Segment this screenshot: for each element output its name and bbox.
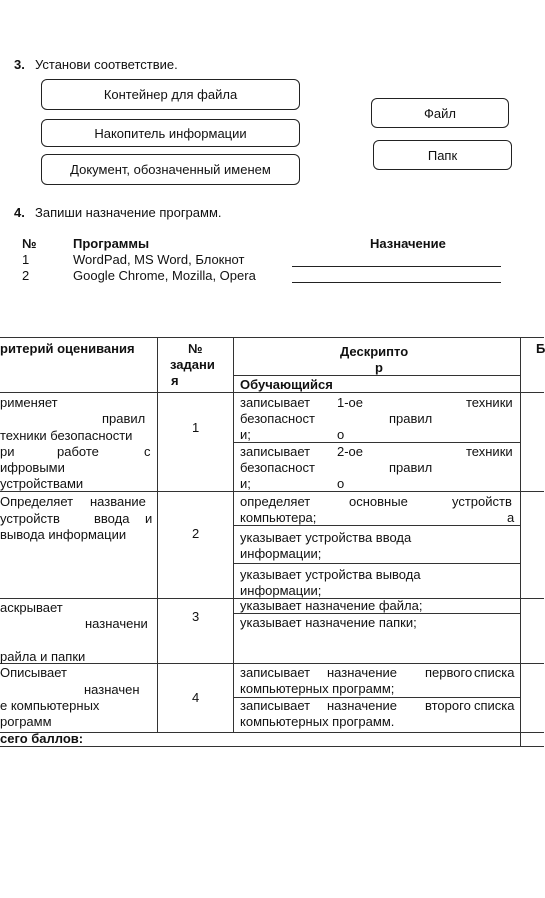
task4-row-2-program: Google Chrome, Mozilla, Opera <box>73 268 256 283</box>
task4-row-1-program: WordPad, MS Word, Блокнот <box>73 252 245 267</box>
criterion-4-line2: назначен <box>84 682 140 697</box>
criterion-1-line4-c: с <box>144 444 151 459</box>
descriptor-8-line2: компьютерных программ; <box>240 681 395 696</box>
task4-header-purpose: Назначение <box>370 236 446 251</box>
match-right-item-1[interactable]: Файл <box>371 98 509 128</box>
task-number-3: 3 <box>192 609 200 624</box>
task-number-1: 1 <box>192 420 200 435</box>
total-score-label: сего баллов: <box>0 731 84 746</box>
match-right-item-2[interactable]: Папк <box>373 140 512 170</box>
task4-number: 4. <box>14 205 25 220</box>
descriptor-9-word-2: назначение <box>327 698 398 713</box>
descriptor-3-word-2: основные <box>349 494 408 509</box>
task4-row-2-num: 2 <box>22 268 30 283</box>
header-descriptor-line2: р <box>375 360 383 375</box>
descriptor-2-word-3: техники <box>466 444 513 459</box>
header-task-num-line3: я <box>171 373 179 388</box>
header-descriptor-line1: Дескрипто <box>340 344 409 359</box>
descriptor-1-word-6: и; <box>240 427 251 442</box>
descriptor-3-word-5: а <box>507 510 515 525</box>
criterion-4-line4: рограмм <box>0 714 52 729</box>
descriptor-1-word-7: о <box>337 427 345 442</box>
descriptor-8-word-4: списка <box>474 665 515 680</box>
header-learner: Обучающийся <box>240 377 333 392</box>
descriptor-9-word-3: второго <box>425 698 471 713</box>
criterion-1-line2: правил <box>102 411 146 426</box>
criterion-3-line2: назначени <box>85 616 148 631</box>
descriptor-1-word-4: безопасност <box>240 411 315 426</box>
descriptor-8-word-2: назначение <box>327 665 398 680</box>
descriptor-4-line1: указывает устройства ввода <box>240 530 412 545</box>
task-number-4: 4 <box>192 690 200 705</box>
match-left-item-3[interactable]: Документ, обозначенный именем <box>41 154 300 185</box>
descriptor-8-word-3: первого <box>425 665 473 680</box>
header-criterion: ритерий оценивания <box>0 341 135 356</box>
criterion-2-line3: вывода информации <box>0 527 127 542</box>
criterion-3-line1: аскрывает <box>0 600 63 615</box>
table-col-divider-1 <box>157 337 158 732</box>
descriptor-4-line2: информации; <box>240 546 322 561</box>
descriptor-1-word-2: 1-ое <box>337 395 364 410</box>
descriptor-2-word-5: правил <box>389 460 433 475</box>
table-row-sep-2 <box>233 442 520 443</box>
descriptor-3-word-1: определяет <box>240 494 311 509</box>
descriptor-2-word-2: 2-ое <box>337 444 364 459</box>
criterion-1-line5: ифровыми <box>0 460 65 475</box>
descriptor-5-line2: информации; <box>240 583 322 598</box>
criterion-2-line2-b: ввода <box>94 511 130 526</box>
criterion-1-line1: рименяет <box>0 395 58 410</box>
descriptor-7: указывает назначение папки; <box>240 615 417 630</box>
table-row-sep-5 <box>233 563 520 564</box>
header-task-num-line2: задани <box>170 357 215 372</box>
task4-title: Запиши назначение программ. <box>35 205 222 220</box>
criterion-2-line2-a: устройств <box>0 511 60 526</box>
criterion-3-line3: райла и папки <box>0 649 86 664</box>
descriptor-2-word-4: безопасност <box>240 460 315 475</box>
task4-row-1-num: 1 <box>22 252 30 267</box>
descriptor-1-word-1: записывает <box>240 395 311 410</box>
task4-header-programs: Программы <box>73 236 150 251</box>
criterion-2-line1-b: название <box>90 494 146 509</box>
task3-number: 3. <box>14 57 25 72</box>
table-col-divider-3 <box>520 337 521 747</box>
task4-row-2-answer-line[interactable] <box>292 282 501 283</box>
descriptor-2-word-7: о <box>337 476 345 491</box>
task4-row-1-answer-line[interactable] <box>292 266 501 267</box>
descriptor-3-word-4: компьютера; <box>240 510 317 525</box>
criterion-4-line3: е компьютерных <box>0 698 100 713</box>
match-left-item-2[interactable]: Накопитель информации <box>41 119 300 147</box>
criterion-1-line4-b: работе <box>57 444 99 459</box>
criterion-4-line1: Описывает <box>0 665 67 680</box>
criterion-1-line4-a: ри <box>0 444 15 459</box>
descriptor-5-line1: указывает устройства вывода <box>240 567 421 582</box>
descriptor-6: указывает назначение файла; <box>240 598 423 613</box>
descriptor-3-word-3: устройств <box>452 494 512 509</box>
descriptor-1-word-5: правил <box>389 411 433 426</box>
task3-title: Установи соответствие. <box>35 57 178 72</box>
criterion-1-line6: устройствами <box>0 476 84 491</box>
descriptor-2-word-6: и; <box>240 476 251 491</box>
criterion-2-line1-a: Определяет <box>0 494 74 509</box>
descriptor-8-word-1: записывает <box>240 665 311 680</box>
task-number-2: 2 <box>192 526 200 541</box>
header-score-cut: Б <box>536 341 545 356</box>
table-col-divider-2 <box>233 337 234 732</box>
descriptor-2-word-1: записывает <box>240 444 311 459</box>
descriptor-9-word-1: записывает <box>240 698 311 713</box>
match-left-item-1[interactable]: Контейнер для файла <box>41 79 300 110</box>
criterion-2-line2-c: и <box>145 511 153 526</box>
descriptor-9-line2: компьютерных программ. <box>240 714 395 729</box>
descriptor-1-word-3: техники <box>466 395 513 410</box>
table-top-border <box>0 337 544 338</box>
task4-header-num: № <box>22 236 37 251</box>
descriptor-9-word-4: списка <box>474 698 515 713</box>
header-task-num-line1: № <box>188 341 203 356</box>
criterion-1-line3: техники безопасности <box>0 428 133 443</box>
